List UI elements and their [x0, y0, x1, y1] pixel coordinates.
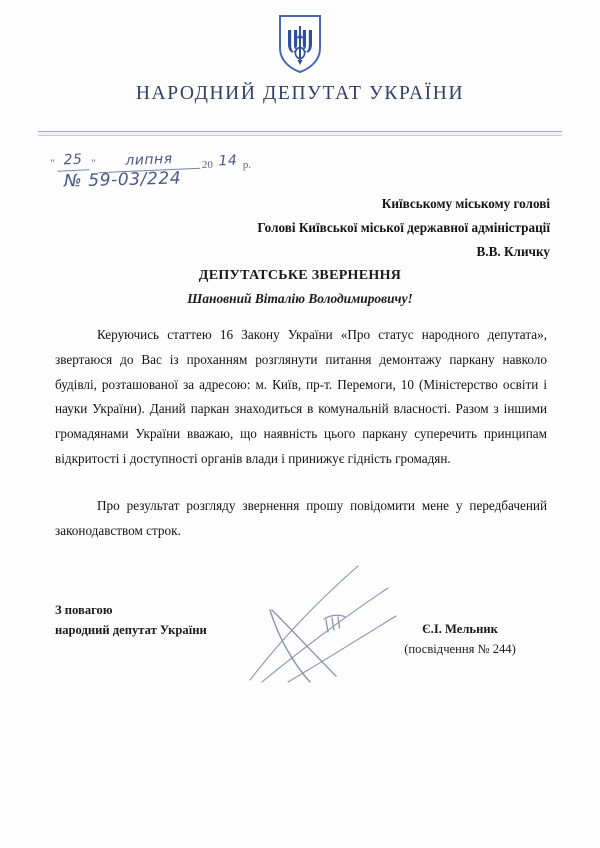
salutation: Шановний Віталію Володимировичу! — [187, 291, 413, 306]
date-year-suffix: р. — [242, 158, 252, 171]
date-line — [50, 152, 251, 171]
addressee-block — [230, 192, 550, 264]
addressee-line-2: Голові Київської міської державної адміністрації — [257, 220, 550, 236]
quote-open: " — [50, 155, 55, 170]
body-paragraph-2: Про результат розгляду звернення прошу повідомити мене у передбачений законодавством строк. — [55, 497, 547, 538]
addressee-line-3: В.В. Кличку — [476, 244, 550, 260]
body-paragraph-1: Керуючись статтею 16 Закону України «Про статус народного депутата», звертаюся до Вас із проханням розглянути питання демонтажу паркану навколо будівлі, розташованої за адресою: м. Київ, пр-т. Перемоги, 10 (Міністерство освіти і науки України). Даний паркан знаходиться в комунальній власності. Разом з іншими громадянами України вважаю, що наявність цього паркану суперечить принципам відкритості і доступності органів влади і принижує гідність громадян. — [55, 327, 547, 467]
ukraine-trident-emblem — [278, 14, 322, 74]
header-divider — [38, 131, 562, 136]
date-day-handwritten: 25 — [57, 151, 90, 171]
addressee-line-1: Київському міському голові — [381, 196, 550, 211]
document-body — [55, 323, 547, 544]
document-title: ДЕПУТАТСЬКЕ ЗВЕРНЕННЯ — [198, 268, 402, 283]
closing-line-1: З повагою — [55, 603, 113, 617]
registration-number-handwritten: № 59-03/224 — [63, 168, 182, 192]
quote-close: " — [90, 155, 96, 170]
signer-name: Є.І. Мельник — [422, 622, 498, 636]
emblem-container — [0, 14, 600, 74]
date-year-handwritten: 14 — [218, 152, 238, 170]
closing-line-2: народний депутат України — [55, 622, 207, 637]
date-month-handwritten: липня — [97, 150, 200, 173]
closing-block — [55, 601, 207, 640]
letterhead-title: НАРОДНИЙ ДЕПУТАТ УКРАЇНИ — [135, 83, 465, 104]
signer-id: (посвідчення № 244) — [404, 642, 516, 657]
signer-block — [370, 619, 550, 659]
date-century: 20 — [201, 158, 213, 171]
